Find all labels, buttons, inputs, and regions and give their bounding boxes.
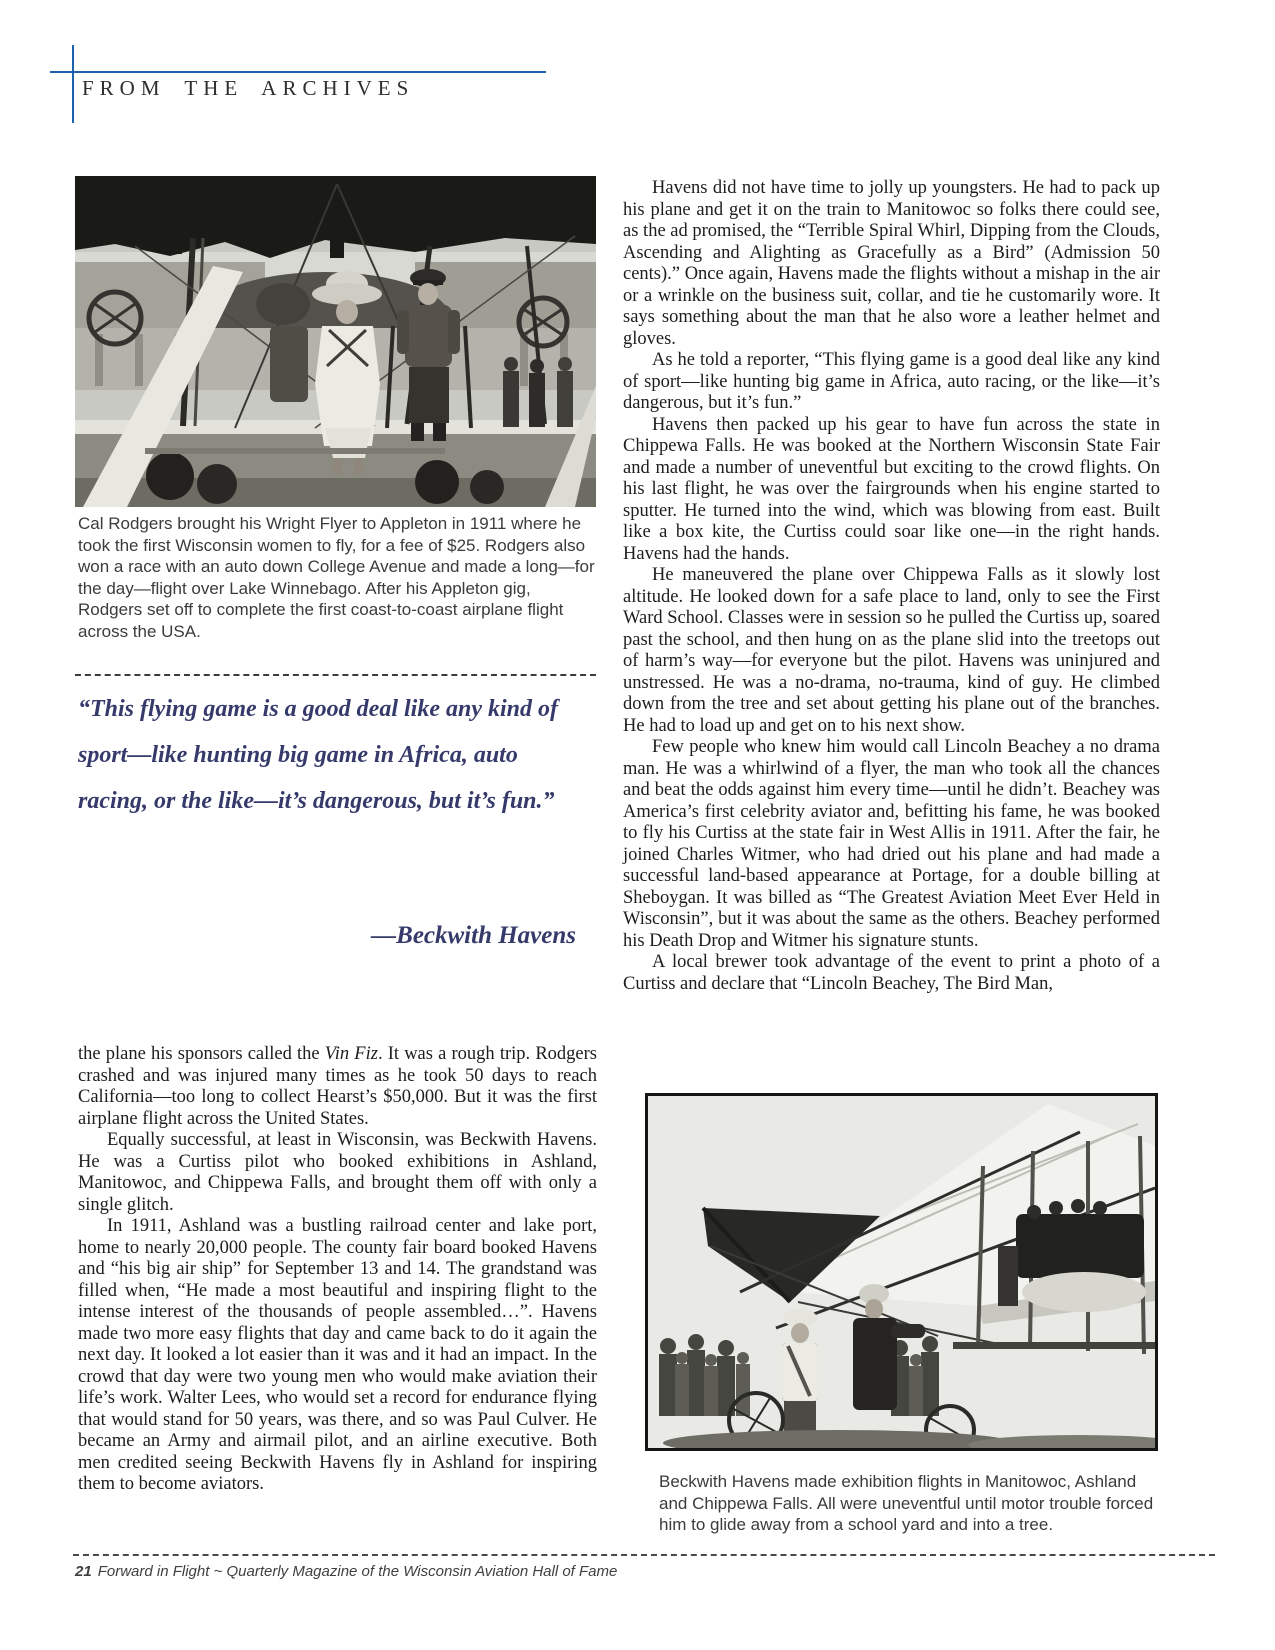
paragraph-text: the plane his sponsors called the <box>78 1044 325 1064</box>
body-paragraph: As he told a reporter, “This flying game is a good deal like any kind of sport—like hunting big game in Africa, auto racing, or the like—it’s dangerous, but it’s fun.” <box>623 350 1160 413</box>
photo-wright-flyer <box>75 176 596 507</box>
footer <box>75 1563 617 1580</box>
body-paragraph <box>78 1044 597 1130</box>
pull-quote: “This flying game is a good deal like any kind of sport—like hunting big game in Africa, auto racing, or the like—it’s dangerous, but it’s fun.” <box>78 696 558 814</box>
left-column-body <box>78 1044 597 1496</box>
biplane-passengers-illustration <box>75 176 596 507</box>
body-paragraph: Havens then packed up his gear to have fun across the state in Chippewa Falls. He was booked at the Northern Wisconsin State Fair and made a number of uneventful but exciting to the crowd flights. On his last flight, he was over the fairgrounds when his engine started to sputter. He turned into the wind, which was blowing from east. Built like a box kite, the Curtiss could soar like one—in the right hands. Havens had the hands. <box>623 414 1160 564</box>
body-paragraph: In 1911, Ashland was a bustling railroad center and lake port, home to nearly 20,000 people. The county fair board booked Havens and “his big air ship” for September 13 and 14. The grandstand was filled when, “He made a most beautiful and inspiring flight to the intense interest of the thousands of people assembled…”. Havens made two more easy flights that day and came back to do it again the next day. It looked a lot easier than it was and it had an impact. In the crowd that day were two young men who would make aviation their life’s work. Walter Lees, who would set a record for endurance flying that would stand for 50 years, was there, and so was Paul Culver. He became an Army and airmail pilot, and an airline executive. Both men credited seeing Beckwith Havens fly in Ashland for inspiring them to become aviators. <box>78 1216 597 1494</box>
header-rule-horizontal <box>50 71 546 73</box>
photo2-caption: Beckwith Havens made exhibition flights in Manitowoc, Ashland and Chippewa Falls. All were uneventful until motor trouble forced him to glide away from a school yard and into a tree. <box>659 1472 1154 1535</box>
body-paragraph: He maneuvered the plane over Chippewa Falls as it slowly lost altitude. He looked down for a safe place to land, only to see the First Ward School. Classes were in session so he pulled the Curtiss up, soared past the school, and then hung on as the plane slid into the treetops out of harm’s way—for everyone but the pilot. Havens was uninjured and unstressed. He was a no-drama, no-trauma, kind of guy. He climbed down from the tree and set about getting his plane out of the branches. He had to load up and get on to his next show. <box>623 565 1160 736</box>
vin-fiz-italic: Vin Fiz <box>324 1044 378 1064</box>
photo-curtiss-crowd <box>645 1093 1158 1451</box>
footer-divider-dashed <box>73 1554 1215 1556</box>
caption-divider-dashed <box>75 674 596 676</box>
right-column-body <box>623 178 1160 995</box>
paragraph-text: . It was a rough trip. Rodgers crashed and was injured many times as he took 50 days to reach California—too long to collect Hearst’s $50,000. But it was the first airplane flight across the United States. <box>78 1044 597 1129</box>
body-paragraph: Few people who knew him would call Lincoln Beachey a no drama man. He was a whirlwind of a flyer, the man who took all the chances and beat the odds against him every time—until he didn’t. Beachey was America’s first celebrity aviator and, befitting his fame, he was booked to fly his Curtiss at the state fair in West Allis in 1911. After the fair, he joined Charles Witmer, who had dried out his plane and had made a successful land-based appearance at Portage, for a double billing at Sheboygan. It was billed as “The Greatest Aviation Meet Ever Held in Wisconsin”, but it was about the same as the others. Beachey performed his Death Drop and Witmer his signature stunts. <box>623 737 1160 951</box>
body-paragraph: A local brewer took advantage of the event to print a photo of a Curtiss and declare that “Lincoln Beachey, The Bird Man, <box>623 952 1160 994</box>
page-number: 21 <box>75 1563 92 1580</box>
pull-quote-attribution: —Beckwith Havens <box>371 922 576 949</box>
section-title: FROM THE ARCHIVES <box>82 76 415 100</box>
body-paragraph: Equally successful, at least in Wisconsin, was Beckwith Havens. He was a Curtiss pilot who booked exhibitions in Ashland, Manitowoc, and Chippewa Falls, and brought them off with only a single glitch. <box>78 1130 597 1215</box>
curtiss-exhibition-illustration <box>648 1096 1155 1448</box>
body-paragraph: Havens did not have time to jolly up youngsters. He had to pack up his plane and get it on the train to Manitowoc so folks there could see, as the ad promised, the “Terrible Spiral Whirl, Dipping from the Clouds, Ascending and Alighting as Gracefully as a Bird” (Admission 50 cents).” Once again, Havens made the flights without a mishap in the air or a wrinkle on the business suit, collar, and tie he customarily wore. It says something about the man that he also wore a leather helmet and gloves. <box>623 178 1160 349</box>
header-rule-vertical <box>72 45 74 123</box>
footer-text: Forward in Flight ~ Quarterly Magazine of the Wisconsin Aviation Hall of Fame <box>97 1563 618 1580</box>
photo1-caption: Cal Rodgers brought his Wright Flyer to Appleton in 1911 where he took the first Wisconsin women to fly, for a fee of $25. Rodgers also won a race with an auto down College Avenue and made a long—for the day—flight over Lake Winnebago. After his Appleton gig, Rodgers set off to complete the first coast-to-coast airplane flight across the USA. <box>78 514 595 641</box>
